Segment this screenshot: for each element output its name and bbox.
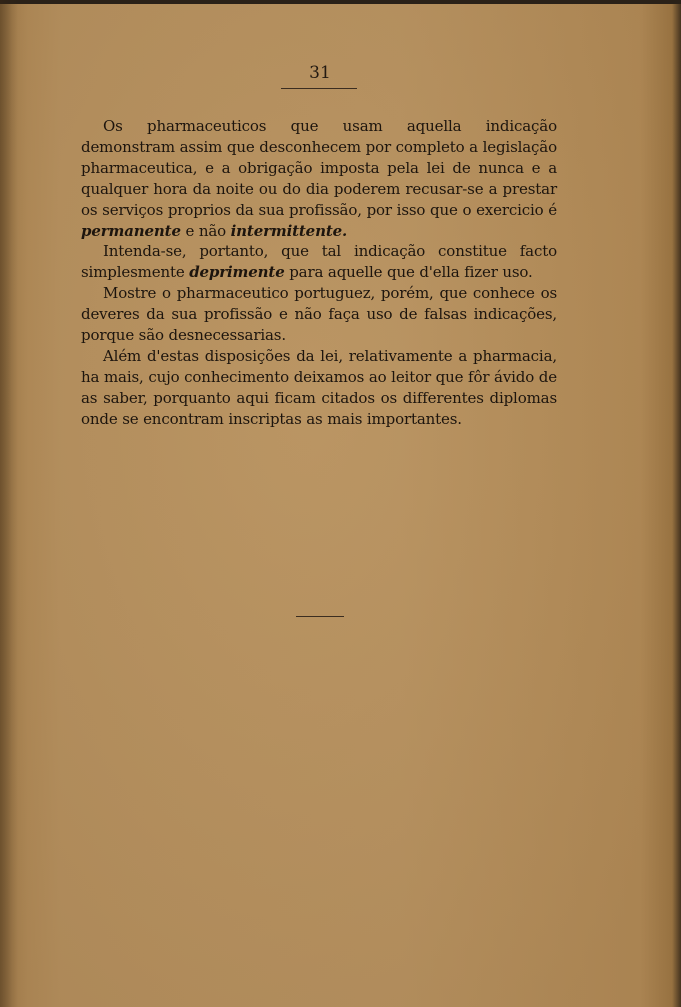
- paragraph-3: [81, 283, 557, 346]
- italic-run: permanente: [81, 221, 181, 240]
- binding-shadow: [0, 0, 18, 1007]
- text-run: Além d'estas disposições da lei, relativamente a pharmacia, ha mais, cujo conhecimento deixamos ao leitor que fôr ávido de as saber, porquanto aqui ficam citados os differentes diplomas onde se encontram inscriptas as mais importantes.: [81, 346, 557, 428]
- page-number-rule: [281, 88, 357, 89]
- page-number: 31: [309, 63, 331, 83]
- text-run: Os pharmaceuticos que usam aquella indicação demonstram assim que desconhecem por completo a legislação pharmaceutica, e a obrigação imposta pela lei de nunca e a qualquer hora da noite ou do dia poderem recusar-se a prestar os serviços proprios da sua profissão, por isso que o exercicio é: [81, 117, 557, 219]
- paragraph-1: [81, 116, 557, 241]
- italic-run: deprimente: [189, 263, 285, 282]
- text-run: para aquelle que d'ella fizer uso.: [284, 263, 533, 282]
- text-run: Mostre o pharmaceutico portuguez, porém, que conhece os deveres da sua profissão e não faça uso de falsas indicações, porque são desnecessarias.: [81, 284, 557, 345]
- text-run: e não: [180, 221, 231, 240]
- page-top-edge: [0, 0, 681, 4]
- paragraph-4: [81, 346, 557, 430]
- section-end-rule: [296, 616, 344, 617]
- paragraph-2: [81, 241, 557, 283]
- italic-run: intermittente.: [230, 221, 348, 240]
- body-text: [81, 116, 557, 430]
- text-run: Intenda-se, portanto, que tal indicação constitue facto simplesmente: [81, 242, 557, 282]
